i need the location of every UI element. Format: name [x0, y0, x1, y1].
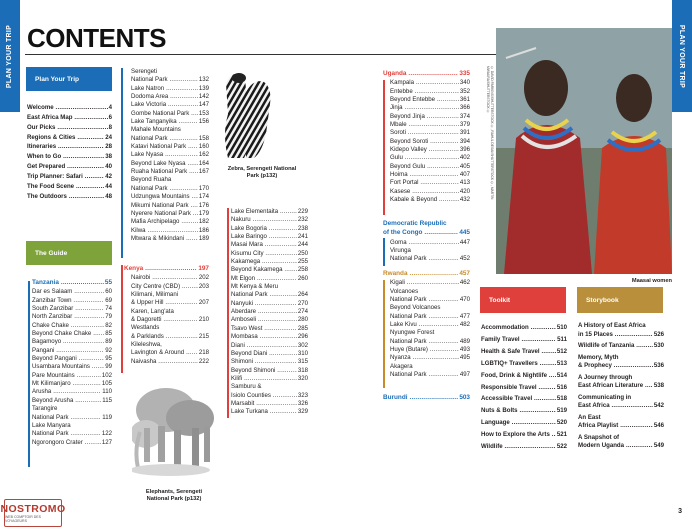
toc-entry: Arusha ..... 110: [32, 388, 112, 396]
elephants-photo: [132, 374, 218, 480]
storybook-header: Storybook: [577, 287, 663, 313]
toc-entry: Diani ..... 302: [231, 342, 308, 350]
drc-list: Democratic Republic of the Congo ..... 445 Goma ..... 447 Virunga National Park ..... 452: [383, 220, 470, 264]
toc-entry: Lake Tanganyika ..... 156: [131, 118, 209, 126]
toc-entry: Accessible Travel ..... 518: [481, 393, 567, 405]
toolkit-list: [481, 322, 567, 453]
burundi-heading: Burundi .....: [383, 394, 458, 402]
burundi-list: Burundi ..... 503: [383, 394, 470, 403]
drc-heading-1: Democratic Republic: [383, 220, 447, 227]
tanzania-list-cont: [131, 68, 209, 243]
toc-entry: National Park ..... 158: [131, 135, 209, 143]
uganda-heading: Uganda .....: [383, 70, 458, 78]
toc-entry: A History of East Africa: [578, 322, 646, 329]
toc-entry: Lavington & Around ..... 218: [131, 349, 209, 357]
kenya-rule-2: [227, 208, 229, 418]
toc-entry: Modern Uganda ..... 549: [578, 442, 664, 451]
toc-entry: Ngorongoro Crater ..... 127: [32, 439, 112, 447]
toc-entry: Kakamega ..... 255: [231, 258, 308, 266]
toc-entry: Mikumi National Park ..... 176: [131, 202, 209, 210]
toc-entry: Lake Manyara: [32, 421, 71, 429]
toc-entry: Amboseli ..... 280: [231, 316, 308, 324]
page-title: CONTENTS: [27, 23, 166, 53]
toc-entry: Regions & Cities ..... 24: [27, 133, 112, 143]
toc-entry: East African Literature ..... 538: [578, 382, 664, 391]
toc-entry: Shimoni ..... 315: [231, 358, 308, 366]
toc-entry: Volcanoes: [390, 287, 419, 295]
toc-entry: Kabale & Beyond ..... 432: [390, 196, 470, 204]
toc-entry: Zanzibar Town ..... 69: [32, 297, 112, 305]
toc-entry: Mahale Mountains: [131, 126, 181, 134]
toc-entry: Bagamoyo ..... 89: [32, 338, 112, 346]
toc-entry: Our Picks ..... 8: [27, 123, 112, 133]
toc-entry: The Outdoors ..... 48: [27, 192, 112, 202]
toc-entry: Mombasa ..... 296: [231, 333, 308, 341]
toc-entry: Dodoma Area ..... 142: [131, 93, 209, 101]
toc-entry: Udzungwa Mountains ..... 174: [131, 193, 209, 201]
toc-entry: Kilwa ..... 186: [131, 227, 209, 235]
toc-entry: Beyond Gulu ..... 405: [390, 163, 470, 171]
toc-entry: Lake Baringo ..... 241: [231, 233, 308, 241]
toc-entry: Beyond Jinja ..... 374: [390, 113, 470, 121]
toc-entry: Akagera: [390, 362, 413, 370]
toolkit-header: Toolkit: [480, 287, 566, 313]
toc-entry: East Africa ..... 542: [578, 402, 664, 411]
toc-entry: A Journey through: [578, 373, 633, 381]
toc-entry: An East: [578, 413, 601, 421]
toc-entry: Beyond Lake Nyasa ..... 164: [131, 160, 209, 168]
drc-rule: [383, 238, 385, 266]
toc-entry: Beyond Arusha ..... 115: [32, 397, 112, 405]
toc-entry: Chake Chake ..... 82: [32, 322, 112, 330]
toc-entry: City Centre (CBD) ..... 203: [131, 283, 209, 291]
toc-entry: National Park ..... 264: [231, 291, 308, 299]
toc-entry: Nakuru ..... 232: [231, 216, 308, 224]
toc-entry: Mbale ..... 379: [390, 121, 470, 129]
toc-entry: Welcome ..... 4: [27, 103, 112, 113]
kenya-heading: Kenya .....: [124, 265, 197, 273]
toc-entry: Beyond Shimoni ..... 318: [231, 367, 308, 375]
toc-entry: Lake Victoria ..... 147: [131, 101, 209, 109]
toc-entry: Memory, Myth: [578, 353, 619, 361]
toc-entry: Beyond Chake Chake ..... 85: [32, 330, 112, 338]
toc-entry: Mtwara & Mikindani ..... 189: [131, 235, 209, 243]
toc-entry: Nyerere National Park ..... 179: [131, 210, 209, 218]
drc-heading-2: of the Congo .....: [383, 229, 458, 237]
tanzania-rule: [28, 281, 30, 467]
toc-entry: Naivasha ..... 222: [131, 358, 209, 366]
toc-entry: National Park ..... 132: [131, 76, 209, 84]
toc-entry: Mt Kilimanjaro ..... 105: [32, 380, 112, 388]
toc-entry: Get Prepared ..... 40: [27, 162, 112, 172]
toc-entry: Kasese ..... 420: [390, 188, 470, 196]
toc-entry: Beyond Entebbe ..... 361: [390, 96, 470, 104]
toc-entry: Ruaha National Park ..... 167: [131, 168, 209, 176]
toc-entry: National Park ..... 452: [390, 255, 470, 263]
toc-entry: Beyond Diani ..... 310: [231, 350, 308, 358]
toc-entry: Goma ..... 447: [390, 239, 470, 247]
toc-entry: Family Travel ..... 511: [481, 334, 567, 346]
plan-list: [27, 103, 112, 201]
toc-entry: Aberdare ..... 274: [231, 308, 308, 316]
toc-entry: National Park ..... 477: [390, 313, 470, 321]
rwanda-rule: [383, 280, 385, 388]
toc-entry: Pangani ..... 92: [32, 347, 112, 355]
toc-entry: National Park ..... 119: [32, 414, 112, 422]
toc-entry: & Prophecy ..... 536: [578, 362, 664, 371]
toc-entry: Pare Mountains ..... 102: [32, 372, 112, 380]
uganda-rule: [383, 80, 385, 215]
toc-entry: Mt Elgon ..... 260: [231, 275, 308, 283]
elephants-caption: Elephants, Serengeti National Park (p132): [145, 489, 203, 502]
side-tab-left: PLAN YOUR TRIP: [0, 0, 20, 112]
toc-entry: National Park ..... 170: [131, 185, 209, 193]
toc-entry: Mafia Archipelago ..... 182: [131, 218, 209, 226]
toc-entry: Kidepo Valley ..... 396: [390, 146, 470, 154]
toc-entry: East Africa Map ..... 6: [27, 113, 112, 123]
title-rule: [25, 54, 505, 55]
toc-entry: South Zanzibar ..... 74: [32, 305, 112, 313]
toc-entry: Lake Nyasa ..... 162: [131, 151, 209, 159]
zebra-photo: [216, 64, 278, 160]
toc-entry: Masai Mara ..... 244: [231, 241, 308, 249]
side-tab-right: PLAN YOUR TRIP: [672, 0, 692, 112]
toc-entry: Beyond Pangani ..... 95: [32, 355, 112, 363]
kenya-list-cont: [231, 208, 308, 417]
toc-entry: Samburu &: [231, 383, 262, 391]
toc-entry: in 15 Places ..... 526: [578, 331, 664, 340]
toc-entry: Lake Turkana ..... 329: [231, 408, 308, 416]
toc-entry: Africa Playlist ..... 546: [578, 422, 664, 431]
toc-entry: Kilimani, Milimani: [131, 291, 179, 299]
rwanda-list: Rwanda ..... 457 Kigali ..... 462 Volcanoes National Park ..... 470 Beyond Volcanoes National Park ..... 477 Lake Kivu ..... 482 Nyungwe Forest National Park ..... 489 Huye (Butare) ..... 493 Nyanza ..... 495 Akagera National Park ..... 497: [383, 270, 470, 379]
toc-entry: Itineraries ..... 28: [27, 142, 112, 152]
kenya-list: Kenya ..... 197 Nairobi ..... 202 City Centre (CBD) ..... 203 Kilimani, Milimani & Upper Hill ..... 207 Karen, Lang'ata & Dagoretti ..... 210 Westlands & Parklands ..... 215 Kileleshwa, Lavington & Around ..... 218 Naivasha ..... 222: [124, 265, 209, 366]
toc-entry: Westlands: [131, 324, 160, 332]
toc-entry: How to Explore the Arts ..... 521: [481, 429, 567, 441]
maasai-caption: Maasai women: [631, 278, 672, 284]
toc-entry: National Park ..... 470: [390, 296, 470, 304]
toc-entry: & Upper Hill ..... 207: [131, 299, 209, 307]
toc-entry: Wildlife ..... 522: [481, 441, 567, 453]
toc-entry: National Park ..... 122: [32, 430, 112, 438]
toc-entry: North Zanzibar ..... 79: [32, 313, 112, 321]
toc-entry: Kilifi ..... 320: [231, 375, 308, 383]
toc-entry: Nairobi ..... 202: [131, 274, 209, 282]
toc-entry: Fort Portal ..... 413: [390, 179, 470, 187]
toc-entry: The Food Scene ..... 44: [27, 182, 112, 192]
toc-entry: Serengeti: [131, 68, 158, 75]
toc-entry: Jinja ..... 366: [390, 104, 470, 112]
the-guide-header: The Guide: [26, 241, 112, 265]
toc-entry: Lake Elementaita ..... 229: [231, 208, 308, 216]
toc-entry: Gulu ..... 402: [390, 154, 470, 162]
toc-entry: Trip Planner: Safari ..... 42: [27, 172, 112, 182]
toc-entry: Isiolo Counties ..... 323: [231, 392, 308, 400]
toc-entry: Tarangire: [32, 405, 58, 413]
toc-entry: Kileleshwa,: [131, 341, 162, 349]
toc-entry: Kisumu City ..... 250: [231, 250, 308, 258]
toc-entry: Kampala ..... 340: [390, 79, 470, 87]
toc-entry: Virunga: [390, 247, 411, 255]
toc-entry: Beyond Volcanoes: [390, 304, 441, 312]
toc-entry: Katavi National Park ..... 160: [131, 143, 209, 151]
toc-entry: Lake Natron ..... 139: [131, 85, 209, 93]
toc-entry: Soroti ..... 391: [390, 129, 470, 137]
maasai-photo: [496, 28, 672, 274]
uganda-list: Uganda ..... 335 Kampala ..... 340 Entebbe ..... 352 Beyond Entebbe ..... 361 Jinja ..... 366 Beyond Jinja ..... 374 Mbale ..... 379 Soroti ..... 391 Beyond Soroti ..... 394 Kidepo Valley ..... 396 Gulu ..... 402 Beyond Gulu ..... 405 Hoima ..... 407 Fort Portal ..... 413 Kasese ..... 420 Kabale & Beyond ..... 432: [383, 70, 470, 205]
toc-entry: Hoima ..... 407: [390, 171, 470, 179]
toc-entry: Health & Safe Travel ..... 512: [481, 346, 567, 358]
page-number: 3: [678, 508, 682, 515]
toc-entry: Communicating in: [578, 393, 632, 401]
photo-credits: © DAVID PARKINS/SHUTTERSTOCK ©, RAHUL DESAI/SHUTTERSTOCK ©, MARTIN MWAURA/SHUTTERSTOCK ©: [486, 66, 494, 200]
toc-entry: Beyond Soroti ..... 394: [390, 138, 470, 146]
toc-entry: Lake Bogoria ..... 238: [231, 225, 308, 233]
toc-entry: Karen, Lang'ata: [131, 307, 174, 315]
toc-entry: Entebbe ..... 352: [390, 88, 470, 96]
toc-entry: Tsavo West ..... 285: [231, 325, 308, 333]
toc-entry: Responsible Travel ..... 516: [481, 382, 567, 394]
toc-entry: Lake Kivu ..... 482: [390, 321, 470, 329]
toc-entry: Wildlife of Tanzania ..... 530: [578, 342, 664, 351]
toc-entry: Beyond Ruaha: [131, 176, 172, 184]
toc-entry: Nyanza ..... 495: [390, 354, 470, 362]
toc-entry: Nanyuki ..... 270: [231, 300, 308, 308]
toc-entry: & Dagoretti ..... 210: [131, 316, 209, 324]
rwanda-heading: Rwanda .....: [383, 270, 458, 278]
tanzania-rule-2: [121, 68, 123, 258]
toc-entry: Accommodation ..... 510: [481, 322, 567, 334]
storybook-list: [578, 322, 664, 451]
plan-your-trip-header: Plan Your Trip: [26, 67, 112, 91]
toc-entry: Beyond Kakamega ..... 258: [231, 266, 308, 274]
toc-entry: Language ..... 520: [481, 417, 567, 429]
toc-entry: Usambara Mountains ..... 99: [32, 363, 112, 371]
tanzania-heading: Tanzania .....: [32, 279, 104, 287]
zebra-caption: Zebra, Serengeti National Park (p132): [227, 166, 297, 179]
toc-entry: Nuts & Bolts ..... 519: [481, 405, 567, 417]
toc-entry: Nyungwe Forest: [390, 329, 435, 337]
toc-entry: LGBTIQ+ Travellers ..... 513: [481, 358, 567, 370]
nostromo-logo: NOSTROMO WEB COMPTOIR DES VOYAGEURS: [4, 499, 62, 527]
toc-entry: Huye (Butare) ..... 493: [390, 346, 470, 354]
toc-entry: Gombe National Park ..... 153: [131, 110, 209, 118]
toc-entry: Dar es Salaam ..... 60: [32, 288, 112, 296]
toc-entry: & Parklands ..... 215: [131, 333, 209, 341]
toc-entry: Kigali ..... 462: [390, 279, 470, 287]
toc-entry: Mt Kenya & Meru: [231, 283, 279, 291]
toc-entry: National Park ..... 489: [390, 338, 470, 346]
toc-entry: A Snapshot of: [578, 433, 620, 441]
toc-entry: Marsabit ..... 326: [231, 400, 308, 408]
toc-entry: National Park ..... 497: [390, 371, 470, 379]
kenya-rule: [121, 265, 123, 373]
toc-entry: Food, Drink & Nightlife ..... 514: [481, 370, 567, 382]
toc-entry: When to Go ..... 38: [27, 152, 112, 162]
tanzania-list: Tanzania ..... 55 Dar es Salaam ..... 60 Zanzibar Town ..... 69 South Zanzibar ..... 74 North Zanzibar ..... 79 Chake Chake ..... 82 Beyond Chake Chake ..... 85 Bagamoyo ..... 89 Pangani ..... 92 Beyond Pangani ..... 95 Usambara Mountains ..... 99 Pare Mountains ..... 102 Mt Kilimanjaro ..... 105 Arusha ..... 110 Beyond Arusha ..... 115 Tarangire National Park ..... 119 Lake Manyara National Park ..... 122 Ngorongoro Crater ..... 127: [32, 279, 112, 447]
